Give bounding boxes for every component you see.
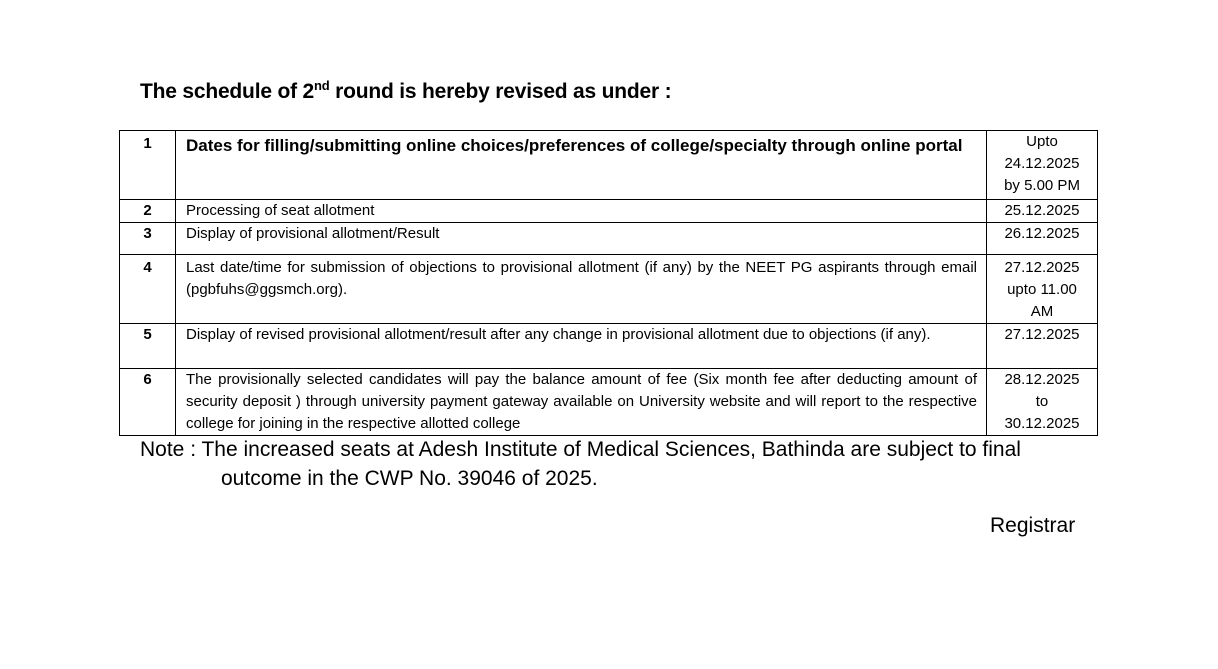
date-line: 26.12.2025 <box>1004 225 1080 242</box>
table-row <box>120 223 1098 255</box>
row-date <box>987 255 1098 324</box>
date-line: Upto <box>1026 133 1058 150</box>
date-line: 24.12.2025 <box>1004 155 1080 172</box>
page-heading <box>140 80 671 104</box>
row-number: 6 <box>120 369 176 436</box>
row-date <box>987 324 1098 369</box>
date-line: 28.12.2025 <box>1004 371 1080 388</box>
row-number: 2 <box>120 200 176 223</box>
row-date <box>987 200 1098 223</box>
schedule-table <box>119 130 1098 436</box>
date-line: 27.12.2025 <box>1004 326 1080 343</box>
row-number: 4 <box>120 255 176 324</box>
date-line: AM <box>1030 303 1054 320</box>
date-line: by 5.00 PM <box>1004 177 1080 194</box>
row-description: Display of revised provisional allotment/result after any change in provisional allotment due to objections (if any). <box>176 324 987 369</box>
heading-suffix: round is hereby revised as under : <box>329 80 672 103</box>
row-description: The provisionally selected candidates will pay the balance amount of fee (Six month fee after deducting amount of security deposit ) through university payment gateway available on University website and will report to the respective college for joining in the respective allotted college <box>176 369 987 436</box>
row-number: 5 <box>120 324 176 369</box>
heading-superscript: nd <box>313 78 330 93</box>
row-description: Display of provisional allotment/Result <box>176 223 987 255</box>
note-line-2: outcome in the CWP No. 39046 of 2025. <box>221 467 598 490</box>
table-row <box>120 255 1098 324</box>
note <box>140 435 1090 493</box>
table-row <box>120 324 1098 369</box>
date-line: 27.12.2025 <box>1004 259 1080 276</box>
row-description: Processing of seat allotment <box>176 200 987 223</box>
row-date <box>987 223 1098 255</box>
signature-registrar: Registrar <box>990 514 1076 537</box>
table-row <box>120 131 1098 200</box>
table-row <box>120 200 1098 223</box>
row-date <box>987 369 1098 436</box>
date-line: 25.12.2025 <box>1004 202 1080 219</box>
table-row <box>120 369 1098 436</box>
date-line: 30.12.2025 <box>1004 415 1080 432</box>
row-description: Dates for filling/submitting online choices/preferences of college/specialty through online portal <box>176 131 987 200</box>
heading-prefix: The schedule of 2 <box>140 80 314 103</box>
row-description: Last date/time for submission of objections to provisional allotment (if any) by the NEET PG aspirants through email (pgbfuhs@ggsmch.org). <box>176 255 987 324</box>
row-number: 3 <box>120 223 176 255</box>
date-line: upto 11.00 <box>1007 281 1077 298</box>
date-line: to <box>1035 393 1049 410</box>
note-line-1: Note : The increased seats at Adesh Institute of Medical Sciences, Bathinda are subject to final <box>140 438 1021 461</box>
row-number: 1 <box>120 131 176 200</box>
row-date <box>987 131 1098 200</box>
